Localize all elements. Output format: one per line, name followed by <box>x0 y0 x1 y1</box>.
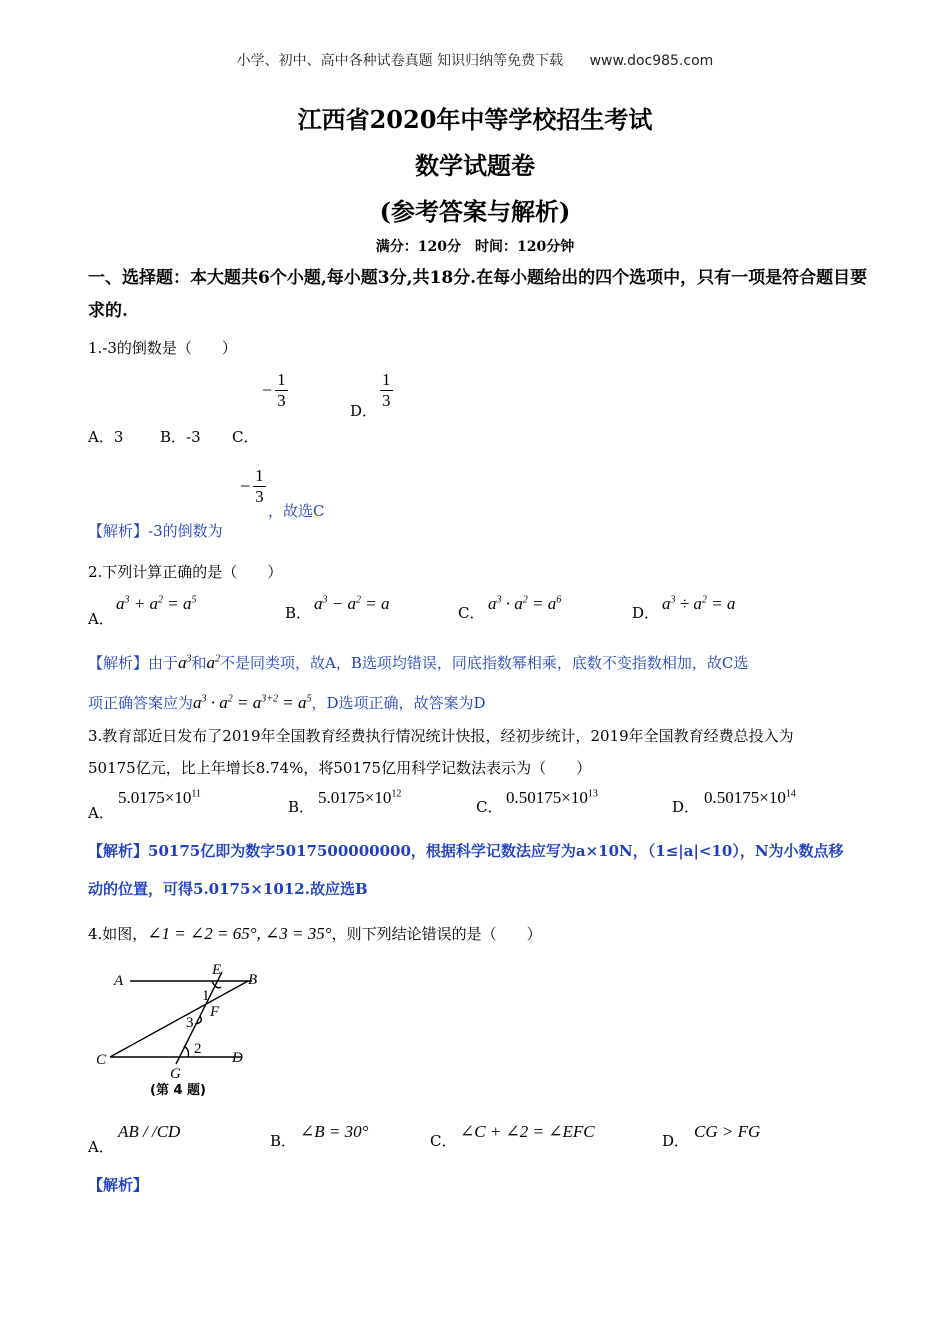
q2-option-a-math: $a^3 + a^2 = a^5$ <box>116 594 197 613</box>
label-3: 3 <box>186 1015 194 1031</box>
q1-answer-math: − $\frac{1}{3}$ <box>240 466 264 506</box>
q3-option-b-label: B． <box>288 798 315 816</box>
q4-option-c-label: C． <box>430 1132 457 1150</box>
label-1: 1 <box>202 988 210 1004</box>
exam-subtitle: 数学试题卷 <box>415 151 535 180</box>
q1-option-d-math: $\frac{1}{3}$ <box>382 370 391 410</box>
header-text: 小学、初中、高中各种试卷真题 知识归纳等免费下载 <box>236 53 564 69</box>
exam-title: 江西省2020年中等学校招生考试 <box>297 105 653 134</box>
label-b: B <box>248 972 258 988</box>
q1-answer-end: ，故选C <box>268 502 325 520</box>
q2-option-c-label: C． <box>458 604 485 622</box>
q2-option-b-math: $a^3 - a^2 = a$ <box>314 594 390 613</box>
q3-option-a-math: $5.0175\times 10^{11}$ <box>118 788 201 807</box>
q1-option-a: A．3 <box>88 428 124 446</box>
q2-option-d-math: $a^3 \div a^2 = a$ <box>662 594 736 613</box>
q2-stem: 2.下列计算正确的是（ ） <box>88 563 283 581</box>
q4-option-b-math: ∠B = 30° <box>300 1122 369 1141</box>
q4-option-b-label: B． <box>270 1132 297 1150</box>
label-c: C <box>96 1052 107 1068</box>
label-f: F <box>210 1004 220 1020</box>
q4-jiexi: 【解析】 <box>88 1176 149 1194</box>
figure-caption: (第 4 题) <box>150 1083 206 1098</box>
header-site: www.doc985.com <box>589 53 714 69</box>
label-a: A <box>114 973 124 989</box>
q3-stem-line1: 3.教育部近日发布了2019年全国教育经费执行情况统计快报，经初步统计，2019年全国教育经费总投入为 <box>88 727 794 745</box>
q1-stem: 1.-3的倒数是（ ） <box>88 339 237 357</box>
exam-answer-note: (参考答案与解析) <box>379 197 571 226</box>
q4-option-a-math: AB / /CD <box>118 1122 181 1141</box>
q3-jiexi-line1: 【解析】50175亿即为数字5017500000000，根据科学记数法应写为a×10N，（1≤|a|<10），N为小数点移 <box>88 842 844 860</box>
q1-option-c-math: − $\frac{1}{3}$ <box>262 370 286 410</box>
q3-option-d-math: $0.50175\times 10^{14}$ <box>704 788 796 807</box>
q2-jiexi-line2: 项正确答案应为$a^3 \cdot a^2 = a^{3+2} = a^5$，D选项正确，故答案为D <box>88 693 486 712</box>
q1-option-d-label: D． <box>350 402 378 420</box>
label-2: 2 <box>194 1041 202 1057</box>
q4-condition: ∠1 = ∠2 = 65°, ∠3 = 35° <box>147 924 332 943</box>
label-d: D <box>232 1050 243 1066</box>
section-instructions: 一、选择题：本大题共6个小题,每小题3分,共18分.在每小题给出的四个选项中，只有一项是符合题目要求的. <box>88 268 868 321</box>
exam-meta: 满分：120分 时间：120分钟 <box>375 239 575 255</box>
q2-jiexi-line1: 【解析】由于$a^3$和$a^2$不是同类项，故A，B选项均错误，同底指数幂相乘，底数不变指数相加，故C选 <box>88 653 749 672</box>
line-cb <box>110 981 248 1057</box>
q4-option-d-label: D． <box>662 1132 690 1150</box>
q3-jiexi-line2: 动的位置，可得5.0175×1012.故应选B <box>88 880 368 898</box>
q2-option-a-label: A． <box>88 610 114 628</box>
page-header <box>0 50 950 70</box>
q3-option-b-math: $5.0175\times 10^{12}$ <box>318 788 402 807</box>
q3-option-c-math: $0.50175\times 10^{13}$ <box>506 788 598 807</box>
q1-option-c-label: C． <box>232 428 259 446</box>
q3-option-c-label: C． <box>476 798 503 816</box>
q4-figure <box>92 960 272 1100</box>
q1-jiexi: 【解析】-3的倒数为 <box>88 522 223 540</box>
q4-option-a-label: A． <box>88 1138 114 1156</box>
q3-option-a-label: A． <box>88 804 114 822</box>
label-e: E <box>212 962 222 978</box>
q2-option-d-label: D． <box>632 604 660 622</box>
q4-option-c-math: ∠C + ∠2 = ∠EFC <box>460 1122 595 1141</box>
q4-option-d-math: CG > FG <box>694 1122 761 1141</box>
q3-option-d-label: D． <box>672 798 700 816</box>
q4-stem: 4.如图，∠1 = ∠2 = 65°, ∠3 = 35°，则下列结论错误的是（ ） <box>88 924 542 943</box>
q2-option-c-math: $a^3 \cdot a^2 = a^6$ <box>488 594 562 613</box>
label-g: G <box>170 1066 181 1082</box>
q1-option-b: B．-3 <box>160 428 201 446</box>
q3-stem-line2: 50175亿元，比上年增长8.74%，将50175亿用科学记数法表示为（ ） <box>88 759 592 777</box>
q2-option-b-label: B． <box>285 604 312 622</box>
